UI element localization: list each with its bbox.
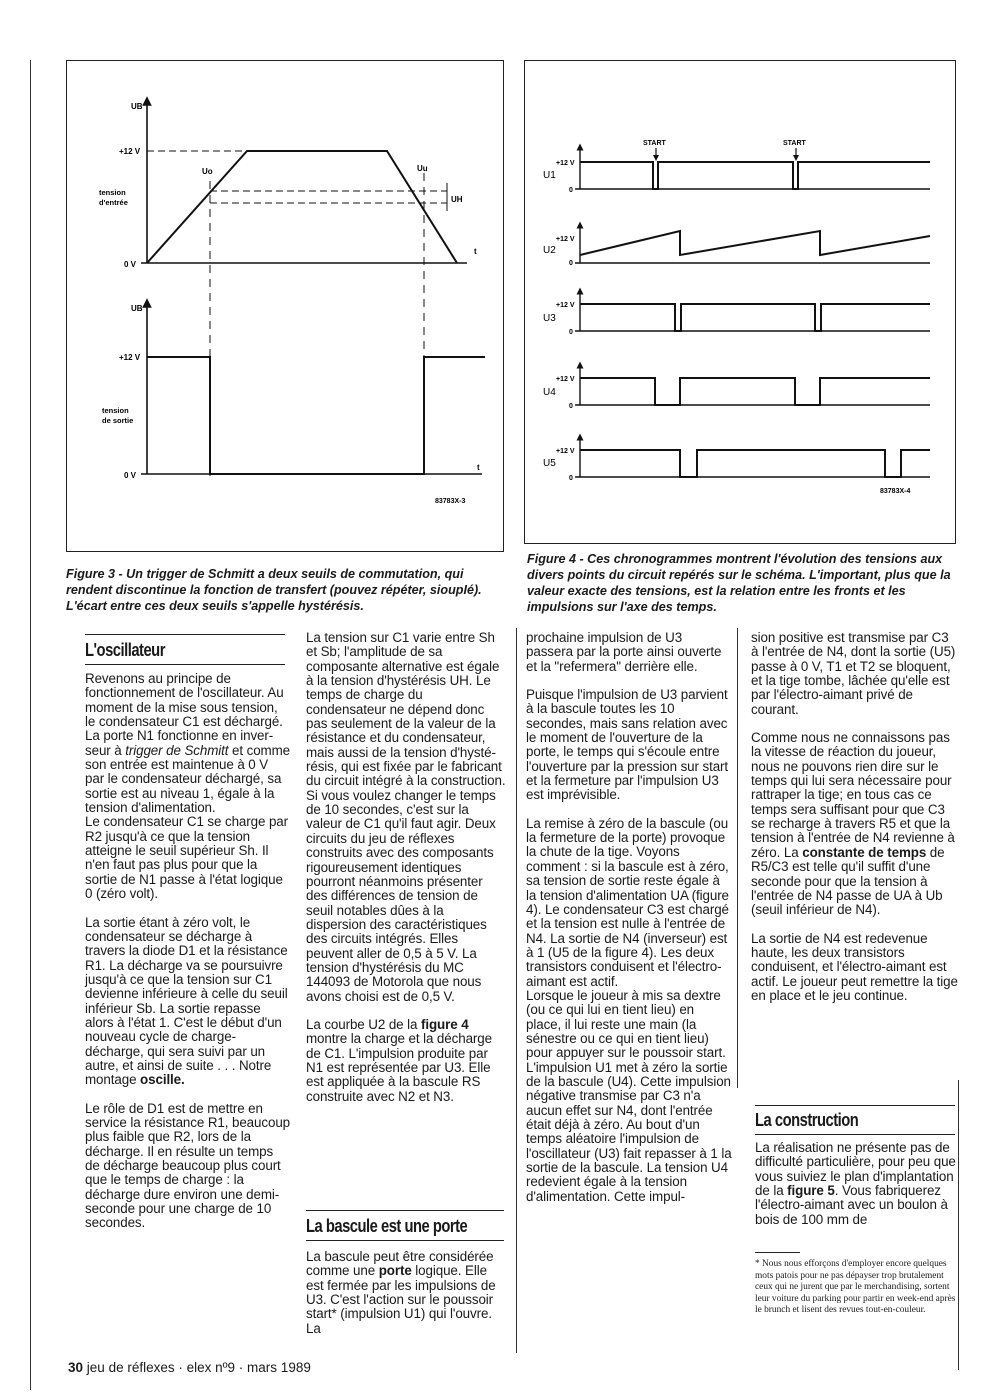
column-separator-3 — [516, 628, 517, 1353]
heading-underline-bascule — [306, 1240, 504, 1241]
fig4-u4-label: U4 — [543, 387, 556, 398]
fig3-lower-ub-label: UB — [131, 304, 143, 313]
fig3-zero-label: 0 V — [124, 260, 137, 269]
fig4-u4-zero: 0 — [569, 403, 573, 410]
fig3-lower-level-label: +12 V — [119, 353, 141, 362]
fig4-u3-plus: +12 V — [556, 302, 575, 309]
fig3-uh-label: UH — [451, 195, 463, 204]
column-4-bottom — [755, 1141, 960, 1227]
footnote: * Nous nous efforçons d'employer encore quelques mots patois pour ne pas dépayser trop brutalement ceux qui ne jurent que par le merchandising, sortent leur voiture du parking pour partir en week-end après le brunch et lisent des revues tout-en-couleur. — [755, 1259, 956, 1316]
heading-underline-oscillateur — [85, 664, 285, 665]
col3-paragraph-5: L'impulsion U1 met à zéro la sortie de la bascule (U4). Cette impulsion négative transmise par C3 n'a aucun effet sur N4, dont l'entrée était déjà à zéro. Au bout d'un temps aléatoire l'impulsion de l'oscillateur (U3) fait repasser à 1 la sortie de la bascule. La tension U4 redevient égale à la tension d'alimentation. Cette impul- — [526, 1059, 732, 1204]
footnote-rule — [755, 1252, 800, 1253]
col2-paragraph-2: La courbe U2 de la figure 4 montre la charge et la décharge de C1. L'impulsion produite par N1 est représentée par U3. Elle est appliquée à la bascule RS construite avec N2 et N3. — [306, 1016, 492, 1104]
fig3-lower-zero-label: 0 V — [124, 471, 137, 480]
column-separator-4 — [737, 628, 738, 1088]
fig3-ub-label: UB — [131, 102, 143, 111]
col1-paragraph-4: Le rôle de D1 est de mettre en service la résistance R1, beaucoup plus faible que R2, lors de la décharge. Il en résulte un temps de décharge beaucoup plus court que le temps de charge : la décharge dure environ une demi-seconde pour une charge de 10 secondes. — [85, 1100, 291, 1231]
figure-3-caption: Figure 3 - Un trigger de Schmitt a deux seuils de commutation, qui rendent discontinue la fonction de transfert (pouvez répéter, sioupIé). L'écart entre ces deux seuils s'appelle hystérésis. — [66, 567, 482, 613]
page-footer — [68, 1360, 311, 1375]
fig3-t-label: t — [474, 247, 477, 256]
col2-paragraph-1: La tension sur C1 varie entre Sh et Sb; l'amplitude de sa composante alternative est égale à la tension d'hystérésis UH. Le temps de charge du condensateur ne dépend donc pas seulement de la valeur de la résistance et du condensateur, mais aussi de la tension d'hystérésis, qui est fixée par le fabricant du circuit intégré à la construction. Si vous voulez changer le temps de 10 secondes, c'est sur la valeur de C1 qu'il faut agir. Deux circuits du jeu de réflexes construits avec des composants rigoureusement identiques pourront néanmoins présenter des différences de tension de seuil notables dûes à la dispersion des caractéristiques des circuits intégrés. Elles peuvent aller de 0,5 à 5 V. La tension d'hystérésis du MC 144093 de Motorola que nous avons choisi est de 0,5 V. — [306, 630, 506, 1004]
fig3-uu-label: Uu — [417, 164, 428, 173]
fig4-code: 83783X-4 — [880, 488, 911, 495]
figure-4-frame — [524, 60, 956, 544]
column-2 — [306, 631, 506, 1104]
fig4-u1-label: U1 — [543, 170, 556, 181]
figure-4-diagram — [525, 61, 957, 545]
column-2-bottom — [306, 1250, 506, 1336]
page-number: 30 — [68, 1360, 84, 1375]
fig4-u1-zero: 0 — [569, 187, 573, 194]
fig4-start-label-2: START — [783, 140, 806, 147]
heading-rule-bascule — [306, 1210, 504, 1211]
footer-text: jeu de réflexes · elex nº9 · mars 1989 — [86, 1360, 311, 1375]
fig3-lower-side-label-2: de sortie — [102, 416, 134, 425]
heading-oscillateur: L'oscillateur — [85, 640, 165, 660]
fig3-uo-label: Uo — [202, 167, 213, 176]
col3-paragraph-2: Puisque l'impulsion de U3 parvient à la bascule toutes les 10 secondes, mais sans relation avec le moment de l'ouverture de la porte, le temps qui s'écoule entre l'ouverture par la pression sur start et la fermeture par l'impulsion U3 est imprévisible. — [526, 687, 729, 803]
heading-construction: La construction — [755, 1110, 859, 1130]
col4-paragraph-4: La réalisation ne présente pas de difficulté particulière, pour peu que vous suiviez le plan d'implantation de la figure 5. Vous fabriquerez l'électro-aimant avec un boulon à bois de 100 mm de — [755, 1140, 956, 1227]
fig4-u2-plus: +12 V — [556, 236, 575, 243]
col1-paragraph-3: La sortie étant à zéro volt, le condensateur se décharge à travers la diode D1 et la résistance R1. La décharge va se poursuivre jusqu'à ce que la tension sur C1 devienne inférieure à celle du seuil inférieur Sb. La sortie repasse alors à l'état 1. C'est le début d'un nouveau cycle de charge-décharge, qui sera suivi par un autre, et ainsi de suite . . . Notre montage oscille. — [85, 914, 288, 1088]
figure-4-caption: Figure 4 - Ces chronogrammes montrent l'évolution des tensions aux divers points du circuit repérés sur le schéma. L'important, plus que la valeur exacte des tensions, est la relation entre les fronts et les impulsions sur l'axe des temps. — [527, 552, 951, 614]
col3-paragraph-1: prochaine impulsion de U3 passera par la porte ainsi ouverte et la "refermera" derrière elle. — [526, 630, 722, 674]
fig4-u1-plus: +12 V — [556, 160, 575, 167]
fig4-u2-zero: 0 — [569, 260, 573, 267]
column-3 — [526, 631, 732, 1204]
fig4-u2-label: U2 — [543, 245, 556, 256]
fig3-level-label: +12 V — [119, 147, 141, 156]
col1-paragraph-2: Le condensateur C1 se charge par R2 jusqu'à ce que la tension atteigne le seuil supérieur Sh. Il n'en faut pas plus pour que la sortie de N1 passe à l'état logique 0 (zéro volt). — [85, 814, 289, 902]
col4-paragraph-3: La sortie de N4 est redevenue haute, les deux transistors conduisent, et l'électro-aimant est actif. Le joueur peut remettre la tige en place et le jeu continue. — [751, 930, 958, 1003]
fig3-lower-t-label: t — [477, 463, 480, 472]
col3-paragraph-4: Lorsque le joueur à mis sa dextre (ou ce qui lui en tient lieu) en place, il lui reste une main (la sénestre ou ce qui en tient lieu) pour appuyer sur le poussoir start. — [526, 987, 726, 1061]
heading-rule-construction — [755, 1105, 955, 1106]
page-margin-line — [30, 60, 31, 1390]
fig4-u5-plus: +12 V — [556, 448, 575, 455]
fig3-lower-side-label-1: tension — [102, 406, 129, 415]
col3-paragraph-3: La remise à zéro de la bascule (ou la fermeture de la porte) provoque la chute de la tige. Voyons comment : si la bascule est à zéro, sa tension de sortie reste égale à la tension d'alimentation UA (figure 4). Le condensateur C3 est chargé et la tension est nulle à l'entrée de N4. La sortie de N4 (inverseur) est à 1 (U5 de la figure 4). Les deux transistors conduisent et l'électro-aimant est actif. — [526, 815, 729, 989]
figure-3-frame — [66, 60, 504, 552]
fig4-u5-label: U5 — [543, 458, 556, 469]
heading-underline-construction — [755, 1134, 955, 1135]
col4-paragraph-2: Comme nous ne connaissons pas la vitesse de réaction du joueur, nous ne pouvons rien dire sur le temps qui lui sera nécessaire pour rattraper la tige; en tous cas ce temps sera suffisant pour que C3 se recharge à travers R5 et que la tension à l'entrée de N4 revienne à zéro. La constante de temps de R5/C3 est telle qu'il suffit d'une seconde pour que la tension à l'entrée de N4 passe de UA à Ub (seuil inférieur de N4). — [751, 730, 955, 918]
fig3-code: 83783X-3 — [435, 498, 466, 505]
col4-paragraph-1: sion positive est transmise par C3 à l'entrée de N4, dont la sortie (U5) passe à 0 V, T1 et T2 se bloquent, et la tige tombe, lâchée qu'elle est par l'électro-aimant privé de courant. — [751, 630, 956, 717]
fig4-u4-plus: +12 V — [556, 376, 575, 383]
fig4-u5-zero: 0 — [569, 475, 573, 482]
figure-3-diagram — [67, 61, 505, 553]
page-right-line — [958, 1080, 959, 1370]
fig4-u3-label: U3 — [543, 313, 556, 324]
col2-paragraph-3: La bascule peut être considérée comme une porte logique. Elle est fermée par les impulsions de U3. C'est l'action sur le poussoir start* (impulsion U1) qui l'ouvre. La — [306, 1249, 496, 1336]
fig3-side-label-1: tension — [99, 188, 126, 197]
col1-paragraph-1: Revenons au principe de fonctionnement de l'oscillateur. Au moment de la mise sous tension, le condensateur C1 est déchargé. La porte N1 fonctionne en inverseur à trigger de Schmitt et comme son entrée est maintenue à 0 V par le condensateur déchargé, sa sortie est au niveau 1, égale à la tension d'alimentation. — [85, 671, 290, 816]
fig4-u3-zero: 0 — [569, 329, 573, 336]
heading-rule-oscillateur — [85, 634, 285, 635]
fig4-start-label-1: START — [643, 140, 666, 147]
heading-bascule: La bascule est une porte — [306, 1216, 468, 1236]
column-1 — [85, 672, 290, 1231]
column-4 — [751, 631, 958, 1003]
fig3-side-label-2: d'entrée — [99, 198, 128, 207]
